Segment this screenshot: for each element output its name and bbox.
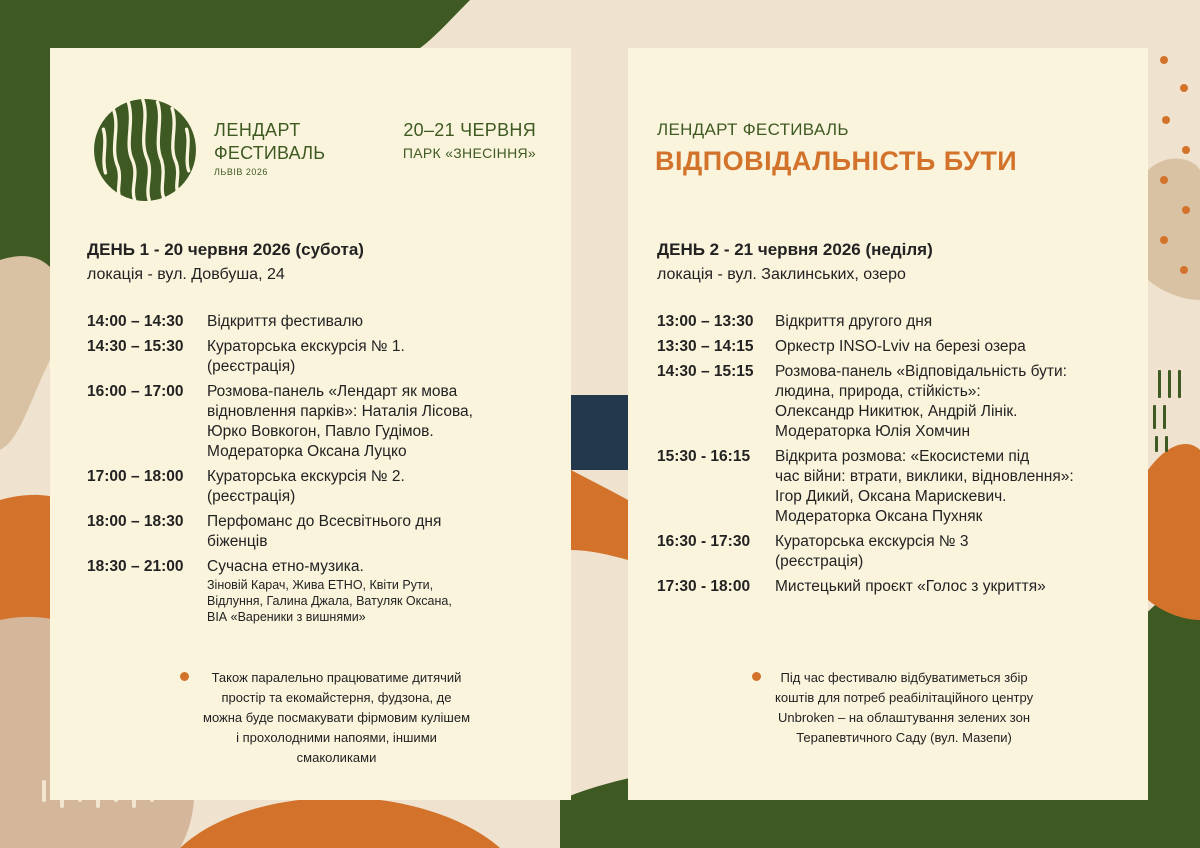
day1-card — [50, 48, 571, 800]
schedule-row — [87, 382, 557, 462]
day2-location: локація - вул. Заклинських, озеро — [657, 266, 906, 283]
note-line: простір та екомайстерня, фудзона, де — [221, 690, 452, 705]
description-line: людина, природа, стійкість»: — [775, 383, 981, 400]
schedule-row — [657, 337, 1132, 357]
schedule-description — [775, 362, 1067, 442]
schedule-row — [87, 467, 557, 507]
description-line: Оркестр INSO-Lviv на березі озера — [775, 338, 1026, 355]
description-line: відновлення парків»: Наталія Лісова, — [207, 403, 473, 420]
schedule-time: 16:30 - 17:30 — [657, 533, 751, 550]
description-line: Розмова-панель «Відповідальність бути: — [775, 363, 1067, 380]
description-line: Перфоманс до Всесвітнього дня — [207, 513, 442, 530]
description-line: Олександр Никитюк, Андрій Лінік. — [775, 403, 1018, 420]
schedule-row — [87, 312, 557, 332]
schedule-row — [87, 557, 557, 625]
schedule-time: 14:00 – 14:30 — [87, 313, 184, 330]
description-line: Відкрита розмова: «Екосистеми під — [775, 448, 1030, 465]
description-line: Відкриття фестивалю — [207, 313, 364, 330]
schedule-row — [657, 447, 1132, 527]
schedule-description — [207, 512, 441, 552]
description-line: Відкриття другого дня — [775, 313, 933, 330]
bullet-icon — [752, 672, 761, 681]
festival-label: ЛЕНДАРТ ФЕСТИВАЛЬ — [657, 120, 849, 139]
note-line: можна буде посмакувати фірмовим кулішем — [203, 710, 471, 725]
description-line: Модераторка Оксана Пухняк — [775, 508, 983, 525]
note-line: Терапевтичного Саду (вул. Мазепи) — [796, 730, 1012, 745]
schedule-row — [657, 577, 1132, 597]
bg-orange-shape-right — [1148, 444, 1200, 620]
description-line: (реєстрація) — [775, 553, 864, 570]
description-line: Розмова-панель «Лендарт як мова — [207, 383, 458, 400]
description-line: (реєстрація) — [207, 358, 296, 375]
schedule-time: 18:00 – 18:30 — [87, 513, 184, 530]
schedule-time: 17:30 - 18:00 — [657, 578, 751, 595]
description-line: Модераторка Оксана Луцко — [207, 443, 407, 460]
day1-note — [180, 668, 560, 768]
schedule-row — [657, 362, 1132, 442]
brand-name-line1: ЛЕНДАРТ — [214, 120, 301, 140]
description-line: Юрко Вовкогон, Павло Гудімов. — [207, 423, 434, 440]
schedule-time: 13:00 – 13:30 — [657, 313, 754, 330]
note-line: і прохолодними напоями, іншими — [236, 730, 437, 745]
brand-name-line2: ФЕСТИВАЛЬ — [214, 143, 326, 163]
schedule-time: 15:30 - 16:15 — [657, 448, 751, 465]
schedule-time: 13:30 – 14:15 — [657, 338, 754, 355]
description-line: Ігор Дикий, Оксана Марискевич. — [775, 488, 1007, 505]
description-line: Сучасна етно-музика. — [207, 558, 364, 575]
day1-note-text — [203, 668, 470, 768]
schedule-description — [775, 532, 968, 572]
description-line: (реєстрація) — [207, 488, 296, 505]
schedule-row — [657, 532, 1132, 572]
schedule-description — [207, 312, 363, 332]
schedule-description — [775, 447, 1074, 527]
schedule-row — [657, 312, 1132, 332]
festival-place: ПАРК «ЗНЕСІННЯ» — [402, 145, 536, 161]
schedule-time: 18:30 – 21:00 — [87, 558, 184, 575]
day2-card — [628, 48, 1148, 800]
description-line: Кураторська екскурсія № 2. — [207, 468, 405, 485]
bullet-icon — [180, 672, 189, 681]
day2-title: ДЕНЬ 2 - 21 червня 2026 (неділя) — [657, 240, 933, 259]
day1-schedule — [87, 312, 557, 630]
day1-location: локація - вул. Довбуша, 24 — [87, 266, 285, 283]
schedule-description — [207, 382, 473, 462]
bg-navy-shape-center — [571, 395, 628, 470]
description-line: Мистецький проєкт «Голос з укриття» — [775, 578, 1046, 595]
festival-slogan: ВІДПОВІДАЛЬНІСТЬ БУТИ — [655, 146, 1018, 176]
description-line: Кураторська екскурсія № 1. — [207, 338, 405, 355]
schedule-time: 14:30 – 15:15 — [657, 363, 754, 380]
note-line: Unbroken – на облаштування зелених зон — [778, 710, 1031, 725]
performers-line: Відлуння, Галина Джала, Ватуляк Оксана, — [207, 594, 452, 608]
description-line: біженців — [207, 533, 268, 550]
note-line: смаколиками — [296, 750, 377, 765]
bg-tan-shape-right — [1148, 158, 1200, 300]
description-line: Кураторська екскурсія № 3 — [775, 533, 969, 550]
note-line: Під час фестивалю відбуватиметься збір — [780, 670, 1028, 685]
festival-logo-icon — [93, 98, 197, 202]
day1-title: ДЕНЬ 1 - 20 червня 2026 (субота) — [87, 240, 364, 259]
schedule-row — [87, 512, 557, 552]
description-line: час війни: втрати, виклики, відновлення»: — [775, 468, 1074, 485]
schedule-description — [775, 312, 932, 332]
schedule-row — [87, 337, 557, 377]
note-line: коштів для потреб реабілітаційного центру — [775, 690, 1034, 705]
day2-schedule — [657, 312, 1132, 602]
schedule-description — [207, 467, 405, 507]
schedule-description — [207, 557, 452, 625]
day2-note-text — [775, 668, 1033, 748]
brand-city-year: ЛЬВІВ 2026 — [214, 167, 268, 177]
note-line: Також паралельно працюватиме дитячий — [211, 670, 462, 685]
schedule-time: 14:30 – 15:30 — [87, 338, 184, 355]
day2-note — [752, 668, 1137, 748]
schedule-time: 16:00 – 17:00 — [87, 383, 184, 400]
description-line: Модераторка Юлія Хомчин — [775, 423, 971, 440]
performers-line: Зіновій Карач, Жива ЕТНО, Квіти Рути, — [207, 578, 434, 592]
schedule-time: 17:00 – 18:00 — [87, 468, 184, 485]
schedule-description — [775, 577, 1046, 597]
schedule-description — [775, 337, 1026, 357]
performers-line: ВІА «Вареники з вишнями» — [207, 610, 366, 624]
festival-dates: 20–21 ЧЕРВНЯ — [403, 120, 536, 140]
schedule-description — [207, 337, 405, 377]
